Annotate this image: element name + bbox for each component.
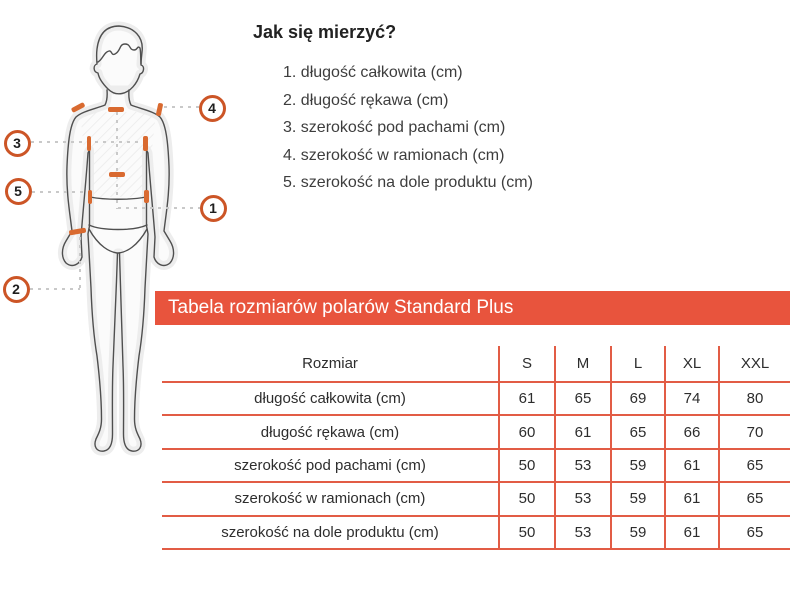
size-value: 61 <box>554 416 610 449</box>
row-label: szerokość pod pachami (cm) <box>162 450 498 483</box>
measure-guide-item: 2. długość rękawa (cm) <box>283 91 449 109</box>
tick-chest-mid <box>109 172 125 177</box>
size-value: 65 <box>718 483 790 516</box>
size-value: 59 <box>610 450 664 483</box>
size-value: 59 <box>610 483 664 516</box>
size-value: 65 <box>610 416 664 449</box>
measure-guide-list <box>253 59 613 197</box>
row-label: długość rękawa (cm) <box>162 416 498 449</box>
table-header-cell: Rozmiar <box>162 346 498 383</box>
guide-line-1 <box>118 207 200 209</box>
row-label: szerokość na dole produktu (cm) <box>162 517 498 550</box>
row-label: szerokość w ramionach (cm) <box>162 483 498 516</box>
measure-guide-title: Jak się mierzyć? <box>253 22 397 42</box>
marker-2: 2 <box>3 276 30 303</box>
guide-line-5 <box>32 191 89 193</box>
marker-5: 5 <box>5 178 32 205</box>
guide-line-4 <box>164 106 200 108</box>
marker-3: 3 <box>4 130 31 157</box>
table-header-cell: S <box>498 346 554 383</box>
measure-guide-item: 5. szerokość na dole produktu (cm) <box>283 174 533 191</box>
table-header-cell: XXL <box>718 346 790 383</box>
size-value: 59 <box>610 517 664 550</box>
tick-underarm-right <box>143 136 148 151</box>
table-header-cell: M <box>554 346 610 383</box>
table-header-cell: XL <box>664 346 718 383</box>
table-header-cell: L <box>610 346 664 383</box>
guide-line-2-horizontal <box>30 288 80 290</box>
marker-1: 1 <box>200 195 227 222</box>
size-value: 61 <box>664 517 718 550</box>
tick-hip-right <box>144 190 149 203</box>
row-label: długość całkowita (cm) <box>162 383 498 416</box>
size-value: 65 <box>554 383 610 416</box>
size-value: 70 <box>718 416 790 449</box>
size-value: 50 <box>498 517 554 550</box>
size-value: 69 <box>610 383 664 416</box>
size-value: 53 <box>554 450 610 483</box>
size-table-banner-title: Tabela rozmiarów polarów Standard Plus <box>168 297 514 318</box>
size-value: 61 <box>664 483 718 516</box>
marker-4: 4 <box>199 95 226 122</box>
size-value: 65 <box>718 450 790 483</box>
measure-guide-item: 3. szerokość pod pachami (cm) <box>283 119 506 136</box>
measure-guide-item: 4. szerokość w ramionach (cm) <box>283 146 505 164</box>
size-value: 50 <box>498 450 554 483</box>
size-value: 60 <box>498 416 554 449</box>
size-value: 80 <box>718 383 790 416</box>
size-value: 74 <box>664 383 718 416</box>
size-table <box>162 346 790 550</box>
size-value: 61 <box>498 383 554 416</box>
size-value: 53 <box>554 483 610 516</box>
tick-underarm-left <box>87 136 92 151</box>
size-value: 65 <box>718 517 790 550</box>
tick-hip-left <box>88 190 93 204</box>
tick-chest-top <box>108 107 124 112</box>
guide-line-2-vertical <box>79 237 81 289</box>
size-value: 66 <box>664 416 718 449</box>
size-value: 50 <box>498 483 554 516</box>
size-value: 53 <box>554 517 610 550</box>
size-value: 61 <box>664 450 718 483</box>
size-table-banner <box>155 291 790 325</box>
measure-guide-item: 1. długość całkowita (cm) <box>283 64 463 81</box>
guide-line-center <box>116 112 118 209</box>
measure-guide <box>253 22 613 197</box>
